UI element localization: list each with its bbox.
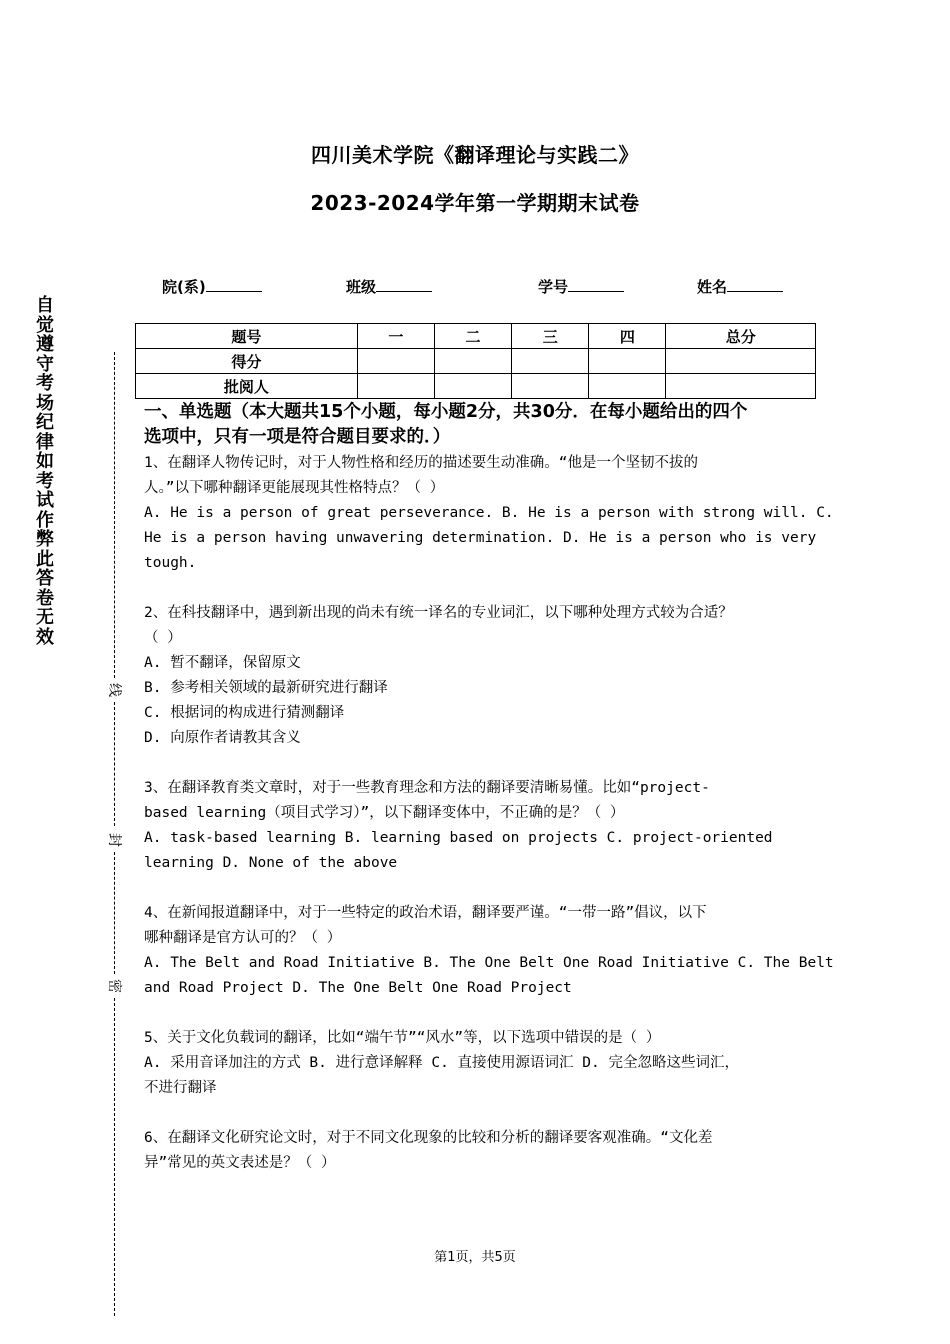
question-line: learning D. None of the above [144,855,398,871]
score-cell[interactable] [357,374,434,399]
question-option: C. 根据词的构成进行猜测翻译 [144,705,345,721]
exam-title: 四川美术学院《翻译理论与实践二》 [311,143,639,167]
question-option: D. 向原作者请教其含义 [144,730,301,746]
score-header-cell: 一 [357,324,434,349]
question-line: 哪种翻译是官方认可的？（ ） [144,930,342,946]
seal-char-secret: 密 [105,977,125,995]
question-1 [144,451,834,576]
seal-char-line: 线 [105,681,125,699]
name-label: 姓名 [697,278,728,296]
question-line: 异”常见的英文表述是？（ ） [144,1155,336,1171]
seal-dashed-line [114,702,115,826]
question-line: （ ） [144,630,182,646]
score-header-cell: 四 [589,324,666,349]
question-line: 6、在翻译文化研究论文时，对于不同文化现象的比较和分析的翻译要客观准确。“文化差 [144,1130,713,1146]
seal-dashed-line [114,352,115,678]
question-5 [144,1026,816,1101]
section-heading-line: 一、单选题（本大题共15个小题，每小题2分，共30分．在每小题给出的四个 [144,402,748,422]
question-line: 人。”以下哪种翻译更能展现其性格特点？（ ） [144,480,445,496]
question-line: 1、在翻译人物传记时，对于人物性格和经历的描述要生动准确。“他是一个坚韧不拔的 [144,455,698,471]
name-blank[interactable] [727,276,783,292]
question-line: 不进行翻译 [144,1080,217,1096]
score-cell[interactable] [434,374,511,399]
score-row-label: 批阅人 [136,374,358,399]
question-line: 3、在翻译教育类文章时，对于一些教育理念和方法的翻译要清晰易懂。比如“project- [144,780,710,796]
score-cell[interactable] [434,349,511,374]
question-line: based learning（项目式学习）”，以下翻译变体中，不正确的是？（ ） [144,805,625,821]
score-header-cell: 题号 [136,324,358,349]
score-cell[interactable] [666,374,816,399]
student-id-label: 学号 [538,278,569,296]
question-line: A. task-based learning B. learning based on projects C. project-oriented [144,830,773,846]
score-table-row [136,349,816,374]
department-label: 院(系) [162,278,206,296]
seal-dashed-line [114,852,115,974]
score-cell[interactable] [512,349,589,374]
question-line: A. 采用音译加注的方式 B. 进行意译解释 C. 直接使用源语词汇 D. 完全忽略这些词汇， [144,1055,739,1071]
score-table-row [136,374,816,399]
student-id-field [538,276,624,297]
student-id-blank[interactable] [568,276,624,292]
name-field [697,276,783,297]
score-cell[interactable] [357,349,434,374]
score-cell[interactable] [666,349,816,374]
score-header-cell: 二 [434,324,511,349]
page-number: 第1页，共5页 [434,1250,516,1265]
question-line: A. The Belt and Road Initiative B. The One Belt One Road Initiative C. The Belt [144,955,834,971]
score-header-cell: 总分 [666,324,816,349]
department-field [162,276,262,297]
score-cell[interactable] [512,374,589,399]
class-field [346,276,432,297]
score-header-cell: 三 [512,324,589,349]
question-option: B. 参考相关领域的最新研究进行翻译 [144,680,388,696]
question-6 [144,1126,816,1176]
section-heading [144,400,824,450]
question-4 [144,901,834,1001]
question-line: tough. [144,555,197,571]
question-line: 5、关于文化负载词的翻译，比如“端午节”“风水”等，以下选项中错误的是（ ） [144,1030,661,1046]
exam-discipline-notice: 自觉遵守考场纪律如考试作弊此答卷无效 [36,295,54,648]
question-line: 2、在科技翻译中，遇到新出现的尚未有统一译名的专业词汇，以下哪种处理方式较为合适？ [144,605,733,621]
seal-char-seal: 封 [105,831,125,849]
question-3 [144,776,816,876]
department-blank[interactable] [206,276,262,292]
seal-dashed-line [114,998,115,1316]
class-label: 班级 [346,278,377,296]
question-line: A. He is a person of great perseverance. B. He is a person with strong will. C. [144,505,834,521]
score-row-label: 得分 [136,349,358,374]
score-table [135,323,816,399]
score-cell[interactable] [589,374,666,399]
question-line: 4、在新闻报道翻译中，对于一些特定的政治术语，翻译要严谨。“一带一路”倡议，以下 [144,905,707,921]
section-heading-line: 选项中，只有一项是符合题目要求的．） [144,427,451,447]
score-table-header-row [136,324,816,349]
question-line: He is a person having unwavering determination. D. He is a person who is very [144,530,817,546]
question-2 [144,601,816,751]
question-option: A. 暂不翻译，保留原文 [144,655,301,671]
class-blank[interactable] [376,276,432,292]
question-list [144,451,834,1201]
question-line: and Road Project D. The One Belt One Road Project [144,980,572,996]
exam-subtitle: 2023-2024学年第一学期期末试卷 [310,191,640,215]
score-cell[interactable] [589,349,666,374]
